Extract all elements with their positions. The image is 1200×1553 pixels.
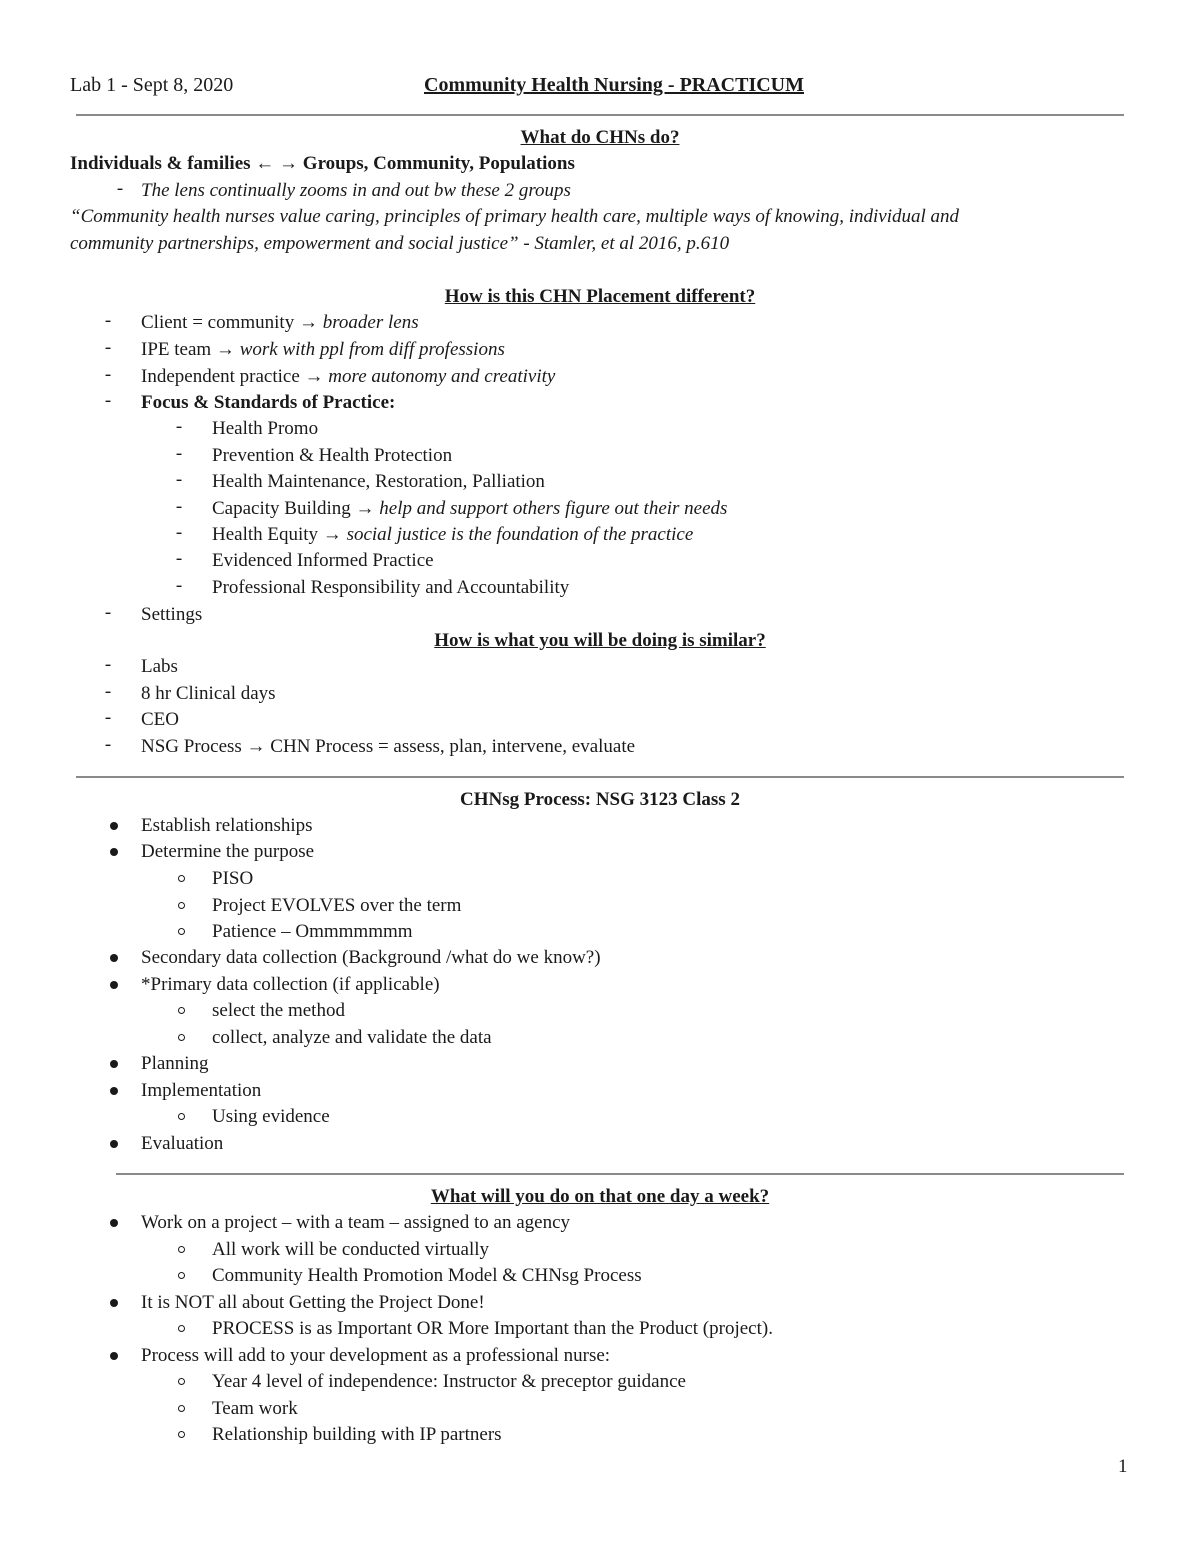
quote-line-1: “Community health nurses value caring, principles of primary health care, multiple ways of knowing, individual and xyxy=(70,206,960,227)
section-heading-chnsg-process: CHNsg Process: NSG 3123 Class 2 xyxy=(460,789,740,810)
list-item: NSG Process → CHN Process = assess, plan, intervene, evaluate xyxy=(141,736,636,757)
list-item: 8 hr Clinical days xyxy=(141,683,276,704)
sub-list-item: Relationship building with IP partners xyxy=(212,1424,502,1445)
bullet-icon xyxy=(110,1087,118,1095)
dash-marker: - xyxy=(104,681,112,702)
dash-marker: - xyxy=(175,522,183,543)
dash-marker: - xyxy=(104,310,112,331)
bullet-icon xyxy=(110,1299,118,1307)
list-item: Process will add to your development as a professional nurse: xyxy=(141,1345,611,1366)
circle-bullet-icon xyxy=(178,1034,185,1041)
subheading-groups: Individuals & families ← → Groups, Community, Populations xyxy=(70,153,575,174)
list-item: Evaluation xyxy=(141,1133,224,1154)
sub-list-item: Year 4 level of independence: Instructor & preceptor guidance xyxy=(212,1371,686,1392)
quote-line-2: community partnerships, empowerment and social justice” - Stamler, et al 2016, p.610 xyxy=(70,233,730,254)
circle-bullet-icon xyxy=(178,1113,185,1120)
dash-marker: - xyxy=(104,390,112,411)
sub-list-item: Team work xyxy=(212,1398,298,1419)
section-heading-one-day-a-week: What will you do on that one day a week? xyxy=(430,1186,770,1207)
list-item: Secondary data collection (Background /what do we know?) xyxy=(141,947,601,968)
dash-marker: - xyxy=(175,575,183,596)
dash-marker: - xyxy=(104,707,112,728)
bullet-icon xyxy=(110,981,118,989)
dash-marker: - xyxy=(104,734,112,755)
sub-list-item: select the method xyxy=(212,1000,345,1021)
lens-item: The lens continually zooms in and out bw these 2 groups xyxy=(141,180,571,201)
header-date: Lab 1 - Sept 8, 2020 xyxy=(70,74,234,96)
dash-marker: - xyxy=(104,654,112,675)
dash-marker: - xyxy=(175,469,183,490)
circle-bullet-icon xyxy=(178,1272,185,1279)
focus-standards-label: Focus & Standards of Practice: xyxy=(141,392,396,413)
sub-list-item: All work will be conducted virtually xyxy=(212,1239,490,1260)
divider xyxy=(76,114,1124,116)
sub-list-item: Capacity Building → help and support others figure out their needs xyxy=(212,498,728,519)
list-item: Establish relationships xyxy=(141,815,313,836)
dash-marker: - xyxy=(175,443,183,464)
list-item: Work on a project – with a team – assigned to an agency xyxy=(141,1212,571,1233)
sub-list-item: Professional Responsibility and Accountability xyxy=(212,577,570,598)
sub-list-item: Health Equity → social justice is the foundation of the practice xyxy=(212,524,694,545)
section-heading-what-chns-do: What do CHNs do? xyxy=(520,127,680,148)
sub-list-item: Prevention & Health Protection xyxy=(212,445,453,466)
circle-bullet-icon xyxy=(178,1007,185,1014)
dash-marker: - xyxy=(104,602,112,623)
sub-list-item: Community Health Promotion Model & CHNsg Process xyxy=(212,1265,642,1286)
list-item: Planning xyxy=(141,1053,209,1074)
sub-list-item: collect, analyze and validate the data xyxy=(212,1027,492,1048)
sub-list-item: Health Promo xyxy=(212,418,319,439)
list-item: Independent practice → more autonomy and creativity xyxy=(141,366,556,387)
sub-list-item: Using evidence xyxy=(212,1106,330,1127)
circle-bullet-icon xyxy=(178,875,185,882)
circle-bullet-icon xyxy=(178,1378,185,1385)
section-heading-placement-different: How is this CHN Placement different? xyxy=(444,286,756,307)
sub-list-item: Patience – Ommmmmmm xyxy=(212,921,413,942)
sub-list-item: Health Maintenance, Restoration, Palliation xyxy=(212,471,545,492)
sub-list-item: Evidenced Informed Practice xyxy=(212,550,434,571)
dash-marker: - xyxy=(104,364,112,385)
divider xyxy=(76,776,1124,778)
page-number: 1 xyxy=(1118,1456,1128,1477)
dash-marker: - xyxy=(175,496,183,517)
list-item: Client = community → broader lens xyxy=(141,312,419,333)
list-item: CEO xyxy=(141,709,179,730)
circle-bullet-icon xyxy=(178,902,185,909)
sub-list-item: PISO xyxy=(212,868,254,889)
dash-marker: - xyxy=(175,548,183,569)
bullet-icon xyxy=(110,1060,118,1068)
list-item: Determine the purpose xyxy=(141,841,315,862)
section-heading-similar: How is what you will be doing is similar? xyxy=(434,630,766,651)
circle-bullet-icon xyxy=(178,1431,185,1438)
bullet-icon xyxy=(110,1140,118,1148)
list-item: *Primary data collection (if applicable) xyxy=(141,974,440,995)
list-item: Labs xyxy=(141,656,178,677)
bullet-icon xyxy=(110,1352,118,1360)
circle-bullet-icon xyxy=(178,1405,185,1412)
bullet-icon xyxy=(110,822,118,830)
list-item-settings: Settings xyxy=(141,604,203,625)
dash-marker: - xyxy=(104,337,112,358)
list-item: IPE team → work with ppl from diff professions xyxy=(141,339,505,360)
document-title: Community Health Nursing - PRACTICUM xyxy=(424,74,804,96)
bullet-icon xyxy=(110,1219,118,1227)
sub-list-item: PROCESS is as Important OR More Important than the Product (project). xyxy=(212,1318,773,1339)
dash-marker: - xyxy=(175,416,183,437)
list-item: It is NOT all about Getting the Project Done! xyxy=(141,1292,485,1313)
circle-bullet-icon xyxy=(178,1325,185,1332)
divider xyxy=(116,1173,1124,1175)
bullet-icon xyxy=(110,848,118,856)
sub-list-item: Project EVOLVES over the term xyxy=(212,895,462,916)
circle-bullet-icon xyxy=(178,1246,185,1253)
list-item: Implementation xyxy=(141,1080,262,1101)
circle-bullet-icon xyxy=(178,928,185,935)
bullet-icon xyxy=(110,954,118,962)
dash-marker: - xyxy=(116,178,124,199)
